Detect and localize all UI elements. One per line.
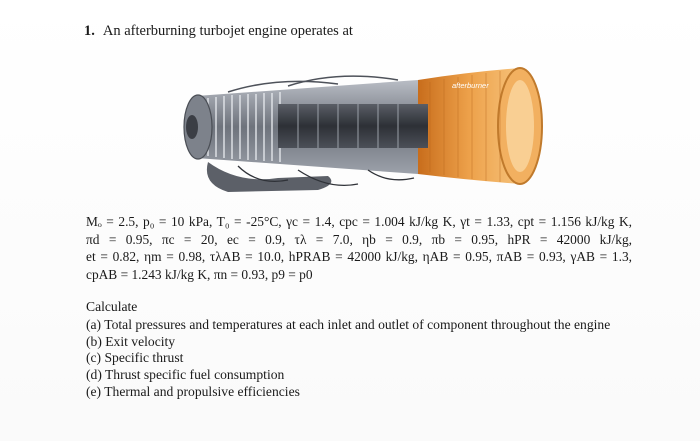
parameters-line-2: πd = 0.95, πc = 20, ec = 0.9, τλ = 7.0, ηb = 0.9, πb = 0.95, hPR = 42000 kJ/kg, [86, 231, 632, 247]
calculate-item-a: (a) Total pressures and temperatures at each inlet and outlet of component throughout the engine [86, 316, 611, 332]
calculate-item-b: (b) Exit velocity [86, 333, 176, 349]
parameters-block [86, 213, 632, 283]
parameters-line-1: Mₒ = 2.5, p₀ = 10 kPa, T₀ = -25°C, γc = 1.4, cpc = 1.004 kJ/kg K, γt = 1.33, cpt = 1.156 kJ/kg K, [86, 214, 632, 229]
question-title [84, 22, 353, 40]
calculate-item-d: (d) Thrust specific fuel consumption [86, 367, 285, 383]
calculate-heading: Calculate [86, 299, 138, 314]
calculate-item-c: (c) Specific thrust [86, 350, 184, 366]
accessory-gearbox [207, 162, 331, 192]
question-number: 1. [84, 23, 95, 39]
engine-core [278, 104, 428, 148]
turbojet-engine-illustration [168, 58, 560, 201]
parameters-line-3: et = 0.82, ηm = 0.98, τλAB = 10.0, hPRAB = 42000 kJ/kg, ηAB = 0.95, πAB = 0.93, γAB = 1.3, [86, 249, 632, 264]
afterburner-label: afterburner [452, 81, 489, 90]
calculate-item-e: (e) Thermal and propulsive efficiencies [86, 383, 300, 399]
question-text: An afterburning turbojet engine operates at [102, 23, 353, 39]
calculate-section [86, 299, 646, 401]
parameters-line-4: cpAB = 1.243 kJ/kg K, πn = 0.93, p9 = p0 [86, 266, 313, 282]
